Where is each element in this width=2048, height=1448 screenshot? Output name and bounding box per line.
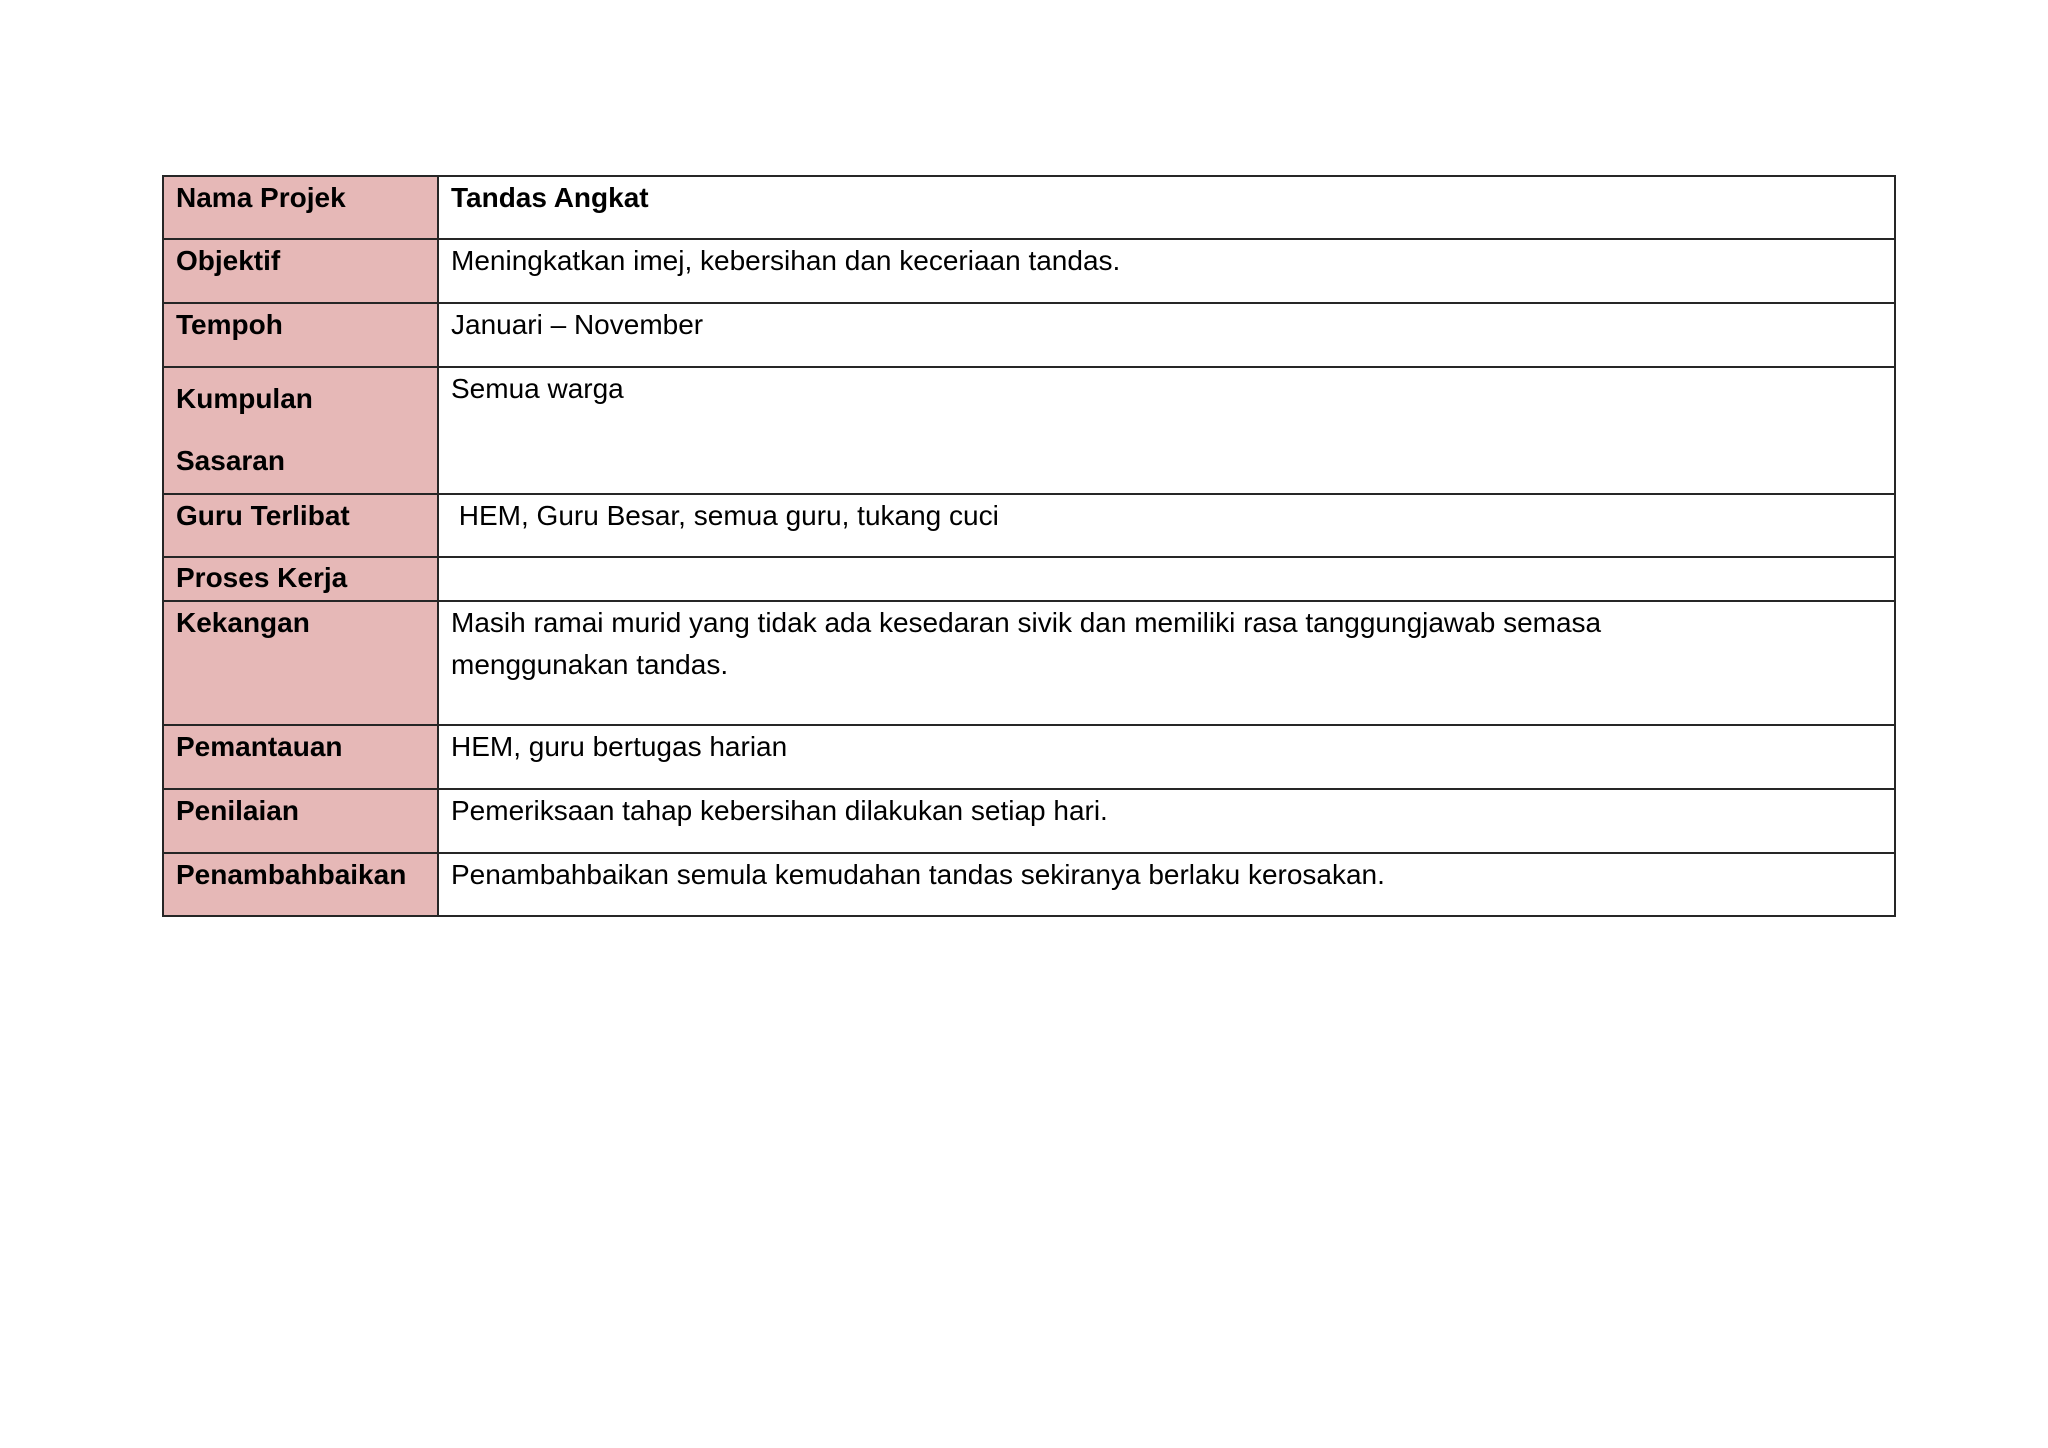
project-table — [162, 175, 1896, 917]
row-label: Guru Terlibat — [163, 494, 438, 557]
table-row-proses-kerja — [163, 557, 1895, 601]
constraints-line1: Masih ramai murid yang tidak ada kesedaran sivik dan memiliki rasa tanggungjawab semasa — [451, 607, 1602, 638]
constraints-line2: menggunakan tandas. — [451, 649, 729, 680]
constraints-value — [438, 601, 1895, 725]
table-row-kumpulan-sasaran — [163, 367, 1895, 494]
row-label — [163, 367, 438, 494]
teachers-involved-value: HEM, Guru Besar, semua guru, tukang cuci — [438, 494, 1895, 557]
table-row-tempoh — [163, 303, 1895, 367]
evaluation-value: Pemeriksaan tahap kebersihan dilakukan setiap hari. — [438, 789, 1895, 853]
table-row-penilaian — [163, 789, 1895, 853]
table-row-objektif — [163, 239, 1895, 303]
table-row-kekangan — [163, 601, 1895, 725]
duration-value: Januari – November — [438, 303, 1895, 367]
table-row-penambahbaikan — [163, 853, 1895, 916]
work-process-value — [438, 557, 1895, 601]
target-group-value: Semua warga — [438, 367, 1895, 494]
row-label: Penilaian — [163, 789, 438, 853]
row-label: Objektif — [163, 239, 438, 303]
table-row-nama-projek — [163, 176, 1895, 239]
row-label: Penambahbaikan — [163, 853, 438, 916]
objective-value: Meningkatkan imej, kebersihan dan keceriaan tandas. — [438, 239, 1895, 303]
row-label-line1: Kumpulan — [176, 383, 313, 414]
monitoring-value: HEM, guru bertugas harian — [438, 725, 1895, 789]
row-label: Nama Projek — [163, 176, 438, 239]
row-label-line2: Sasaran — [176, 445, 285, 476]
row-label: Proses Kerja — [163, 557, 438, 601]
row-label: Kekangan — [163, 601, 438, 725]
improvement-value: Penambahbaikan semula kemudahan tandas sekiranya berlaku kerosakan. — [438, 853, 1895, 916]
row-label: Tempoh — [163, 303, 438, 367]
row-label: Pemantauan — [163, 725, 438, 789]
table-row-guru-terlibat — [163, 494, 1895, 557]
project-name-value: Tandas Angkat — [438, 176, 1895, 239]
table-row-pemantauan — [163, 725, 1895, 789]
